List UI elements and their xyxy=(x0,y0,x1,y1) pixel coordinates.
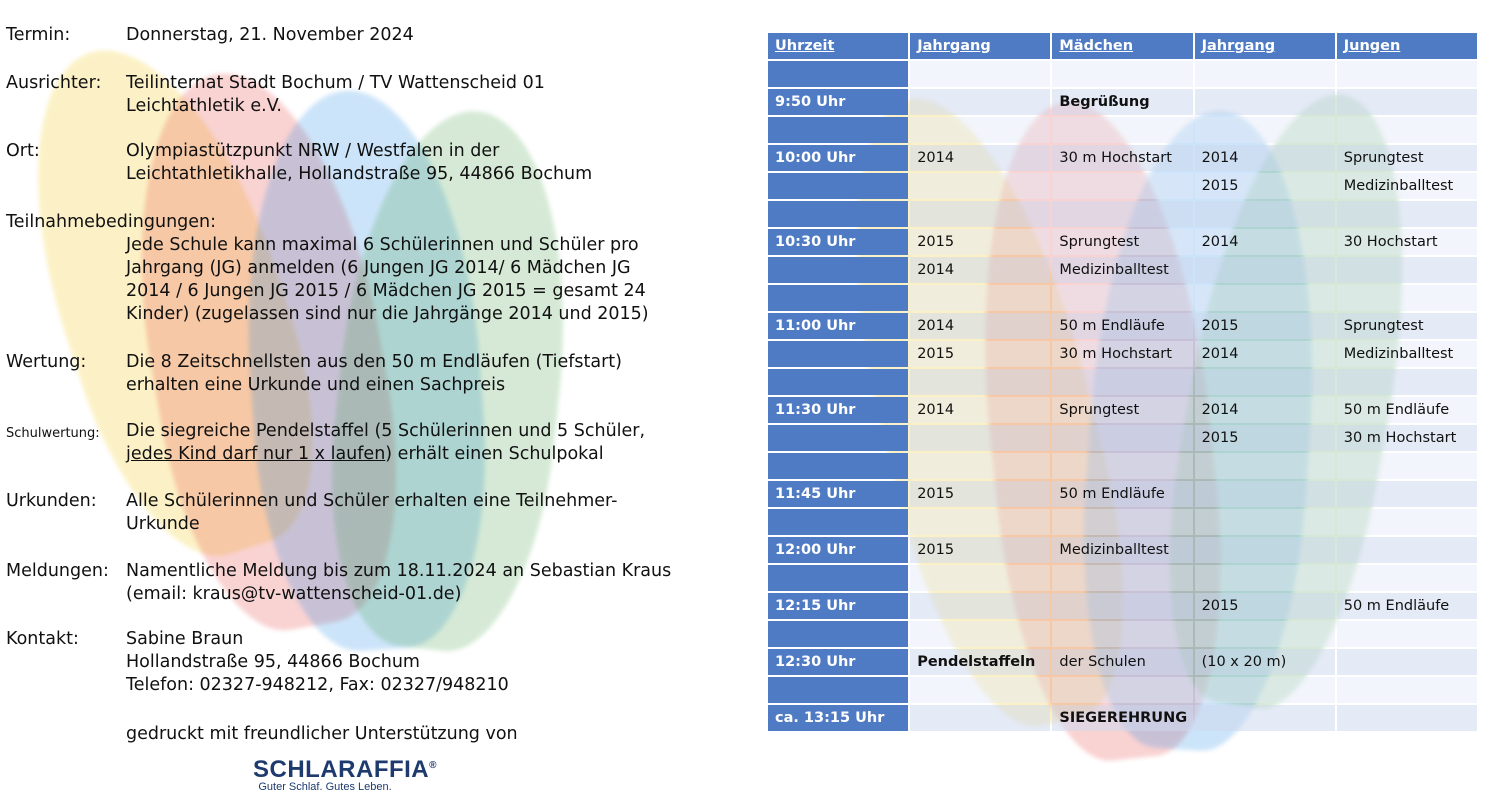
schedule-cell: 50 m Endläufe xyxy=(1052,313,1192,339)
schedule-row xyxy=(768,397,1477,423)
schedule-cell xyxy=(910,369,1050,395)
schedule-body xyxy=(768,61,1477,731)
schedule-table xyxy=(766,31,1479,733)
sponsor-text: gedruckt mit freundlicher Unterstützung von xyxy=(126,724,518,744)
schedule-cell xyxy=(910,425,1050,451)
schedule-time-cell xyxy=(768,621,908,647)
schedule-cell: der Schulen xyxy=(1052,649,1192,675)
schedule-cell: 2014 xyxy=(910,313,1050,339)
schedule-cell xyxy=(1337,61,1477,87)
schedule-row xyxy=(768,61,1477,87)
schedule-cell xyxy=(1052,425,1192,451)
schedule-cell xyxy=(910,173,1050,199)
schedule-cell xyxy=(1337,621,1477,647)
schedule-cell xyxy=(1052,201,1192,227)
schedule-cell xyxy=(910,285,1050,311)
kontakt-label: Kontakt: xyxy=(6,629,79,649)
schedule-time-cell xyxy=(768,173,908,199)
schulwertung-value: Die siegreiche Pendelstaffel (5 Schülerinnen und 5 Schüler, jedes Kind darf nur 1 x laufen) erhält einen Schulpokal xyxy=(126,421,646,464)
schedule-row xyxy=(768,285,1477,311)
header-jungen: Jungen xyxy=(1337,33,1477,59)
schedule-cell: Sprungtest xyxy=(1052,397,1192,423)
schedule-cell: Sprungtest xyxy=(1337,145,1477,171)
schedule-row xyxy=(768,145,1477,171)
urkunden-value: Alle Schülerinnen und Schüler erhalten eine Teilnehmer- Urkunde xyxy=(126,491,618,534)
header-maedchen: Mädchen xyxy=(1052,33,1192,59)
ort-value: Olympiastützpunkt NRW / Westfalen in der Leichtathletikhalle, Hollandstraße 95, 44866 Bochum xyxy=(126,141,593,184)
schedule-cell xyxy=(1195,117,1335,143)
schedule-cell xyxy=(1337,89,1477,115)
schedule-row xyxy=(768,537,1477,563)
schedule-cell xyxy=(1052,61,1192,87)
schedule-cell: 2015 xyxy=(910,537,1050,563)
schedule-cell xyxy=(1195,89,1335,115)
schedule-time-cell: 10:30 Uhr xyxy=(768,229,908,255)
schedule-cell xyxy=(1195,257,1335,283)
schedule-cell: 2015 xyxy=(1195,425,1335,451)
schedule-cell: 2014 xyxy=(1195,397,1335,423)
schedule-cell: Sprungtest xyxy=(1337,313,1477,339)
schedule-cell: 2015 xyxy=(910,229,1050,255)
schedule-cell xyxy=(1195,621,1335,647)
schedule-cell xyxy=(1195,369,1335,395)
termin-label: Termin: xyxy=(6,25,71,45)
schedule-row xyxy=(768,649,1477,675)
wertung-value: Die 8 Zeitschnellsten aus den 50 m Endläufen (Tiefstart) erhalten eine Urkunde und einen Sachpreis xyxy=(126,352,622,395)
teilnahme-value: Jede Schule kann maximal 6 Schülerinnen und Schüler pro Jahrgang (JG) anmelden (6 Jungen JG 2014/ 6 Mädchen JG 2014 / 6 Jungen JG 2015 / 6 Mädchen JG 2015 = gesamt 24 Kinder) (zugelassen sind nur die Jahrgänge 2014 und 2015) xyxy=(126,235,649,324)
schedule-cell: Pendelstaffeln xyxy=(910,649,1050,675)
schedule-time-cell: 12:00 Uhr xyxy=(768,537,908,563)
schulwertung-label: Schulwertung: xyxy=(6,426,100,441)
schedule-time-cell xyxy=(768,509,908,535)
schedule-row xyxy=(768,593,1477,619)
schedule-time-cell: 9:50 Uhr xyxy=(768,89,908,115)
kontakt-value: Sabine Braun Hollandstraße 95, 44866 Bochum Telefon: 02327-948212, Fax: 02327/948210 xyxy=(126,629,509,695)
schedule-cell xyxy=(1195,705,1335,731)
schedule-cell: 2015 xyxy=(1195,593,1335,619)
schedule-row xyxy=(768,117,1477,143)
schedule-cell: 2014 xyxy=(910,257,1050,283)
schedule-time-cell xyxy=(768,61,908,87)
schedule-cell xyxy=(910,117,1050,143)
schedule-cell xyxy=(910,61,1050,87)
schedule-cell: 2014 xyxy=(1195,341,1335,367)
schedule-cell xyxy=(1337,257,1477,283)
meldungen-label: Meldungen: xyxy=(6,561,109,581)
schedule-row xyxy=(768,705,1477,731)
schedule-cell xyxy=(1195,285,1335,311)
schedule-cell xyxy=(910,453,1050,479)
schedule-cell xyxy=(1052,677,1192,703)
schedule-row xyxy=(768,229,1477,255)
header-jahrgang-j: Jahrgang xyxy=(1195,33,1335,59)
schedule-time-cell xyxy=(768,341,908,367)
schedule-time-cell xyxy=(768,425,908,451)
schedule-cell: 2015 xyxy=(910,481,1050,507)
schedule-row xyxy=(768,425,1477,451)
schedule-cell xyxy=(1337,117,1477,143)
ausrichter-label: Ausrichter: xyxy=(6,73,102,93)
header-jahrgang-m: Jahrgang xyxy=(910,33,1050,59)
schedule-cell xyxy=(1052,369,1192,395)
meldungen-value: Namentliche Meldung bis zum 18.11.2024 an Sebastian Kraus (email: kraus@tv-wattenscheid-01.de) xyxy=(126,561,672,604)
schedule-cell xyxy=(910,621,1050,647)
schedule-row xyxy=(768,173,1477,199)
schedule-cell xyxy=(910,677,1050,703)
schedule-time-cell: 11:45 Uhr xyxy=(768,481,908,507)
schedule-time-cell xyxy=(768,453,908,479)
schedule-time-cell: 12:30 Uhr xyxy=(768,649,908,675)
schedule-time-cell xyxy=(768,257,908,283)
schedule-cell: Medizinballtest xyxy=(1337,341,1477,367)
schedule-cell: 50 m Endläufe xyxy=(1052,481,1192,507)
schedule-row xyxy=(768,509,1477,535)
schedule-cell xyxy=(1337,369,1477,395)
urkunden-label: Urkunden: xyxy=(6,491,97,511)
schedule-cell xyxy=(1195,453,1335,479)
schedule-time-cell xyxy=(768,117,908,143)
schedule-time-cell xyxy=(768,285,908,311)
schedule-cell xyxy=(1052,117,1192,143)
schedule-row xyxy=(768,201,1477,227)
schedule-time-cell xyxy=(768,369,908,395)
schedule-cell xyxy=(910,593,1050,619)
schedule-cell xyxy=(910,201,1050,227)
schedule-header xyxy=(768,33,1477,59)
schedule-row xyxy=(768,677,1477,703)
schedule-cell xyxy=(1337,649,1477,675)
schedule-time-cell: ca. 13:15 Uhr xyxy=(768,705,908,731)
schedule-cell: 50 m Endläufe xyxy=(1337,593,1477,619)
schedule-cell xyxy=(1337,565,1477,591)
schedule-cell xyxy=(1337,705,1477,731)
schedule-cell: Medizinballtest xyxy=(1052,537,1192,563)
schedule-row xyxy=(768,313,1477,339)
teilnahme-label: Teilnahmebedingungen: xyxy=(6,212,217,232)
schedule-cell xyxy=(1195,677,1335,703)
schedule-row xyxy=(768,481,1477,507)
schedule-cell: 2014 xyxy=(910,145,1050,171)
schedule-cell: Medizinballtest xyxy=(1337,173,1477,199)
schedule-cell xyxy=(1195,509,1335,535)
schedule-time-cell: 12:15 Uhr xyxy=(768,593,908,619)
schedule-cell xyxy=(1195,201,1335,227)
header-uhrzeit: Uhrzeit xyxy=(768,33,908,59)
schedule-cell: 50 m Endläufe xyxy=(1337,397,1477,423)
schedule-cell xyxy=(1052,453,1192,479)
schedule-cell xyxy=(910,565,1050,591)
schedule-cell xyxy=(910,509,1050,535)
schlaraffia-logo: SCHLARAFFIA® Guter Schlaf. Gutes Leben. xyxy=(250,756,440,793)
schedule-cell: 2015 xyxy=(1195,173,1335,199)
schedule-row xyxy=(768,621,1477,647)
schedule-cell: 2015 xyxy=(1195,313,1335,339)
schedule-row xyxy=(768,341,1477,367)
wertung-label: Wertung: xyxy=(6,352,87,372)
schedule-row xyxy=(768,89,1477,115)
schedule-cell: 30 m Hochstart xyxy=(1052,341,1192,367)
schedule-cell xyxy=(1195,537,1335,563)
schedule-cell: Medizinballtest xyxy=(1052,257,1192,283)
schedule-time-cell xyxy=(768,201,908,227)
schedule-cell xyxy=(1052,621,1192,647)
schedule-time-cell: 11:30 Uhr xyxy=(768,397,908,423)
schedule-cell xyxy=(910,705,1050,731)
schedule-cell xyxy=(1052,285,1192,311)
schedule-cell xyxy=(1337,453,1477,479)
schedule-cell xyxy=(1195,481,1335,507)
termin-value: Donnerstag, 21. November 2024 xyxy=(126,25,414,45)
schedule-cell: SIEGEREHRUNG xyxy=(1052,705,1192,731)
schedule-cell xyxy=(1337,677,1477,703)
schedule-time-cell xyxy=(768,565,908,591)
schedule-row xyxy=(768,369,1477,395)
schedule-cell: 2014 xyxy=(1195,229,1335,255)
schedule-cell xyxy=(1052,565,1192,591)
schedule-cell: Sprungtest xyxy=(1052,229,1192,255)
ausrichter-value: Teilinternat Stadt Bochum / TV Wattenscheid 01 Leichtathletik e.V. xyxy=(126,73,545,116)
schedule-cell xyxy=(1337,537,1477,563)
schedule-cell xyxy=(1337,285,1477,311)
schedule-cell xyxy=(1052,173,1192,199)
schedule-cell xyxy=(1195,61,1335,87)
schedule-time-cell: 10:00 Uhr xyxy=(768,145,908,171)
schedule-cell xyxy=(1052,509,1192,535)
schedule-row xyxy=(768,453,1477,479)
schedule-time-cell xyxy=(768,677,908,703)
schedule-cell: 2015 xyxy=(910,341,1050,367)
schedule-cell: 30 Hochstart xyxy=(1337,229,1477,255)
schedule-row xyxy=(768,257,1477,283)
logo-tagline: Guter Schlaf. Gutes Leben. xyxy=(258,781,392,793)
schedule-row xyxy=(768,565,1477,591)
schedule-cell: 30 m Hochstart xyxy=(1052,145,1192,171)
schedule-cell xyxy=(1337,201,1477,227)
schedule-cell xyxy=(1052,593,1192,619)
schedule-cell xyxy=(910,89,1050,115)
schedule-cell xyxy=(1195,565,1335,591)
schedule-cell: Begrüßung xyxy=(1052,89,1192,115)
schedule-time-cell: 11:00 Uhr xyxy=(768,313,908,339)
schedule-cell xyxy=(1337,509,1477,535)
schedule-cell: 2014 xyxy=(910,397,1050,423)
ort-label: Ort: xyxy=(6,141,40,161)
schedule-cell: (10 x 20 m) xyxy=(1195,649,1335,675)
schedule-cell xyxy=(1337,481,1477,507)
schedule-cell: 2014 xyxy=(1195,145,1335,171)
schedule-cell: 30 m Hochstart xyxy=(1337,425,1477,451)
